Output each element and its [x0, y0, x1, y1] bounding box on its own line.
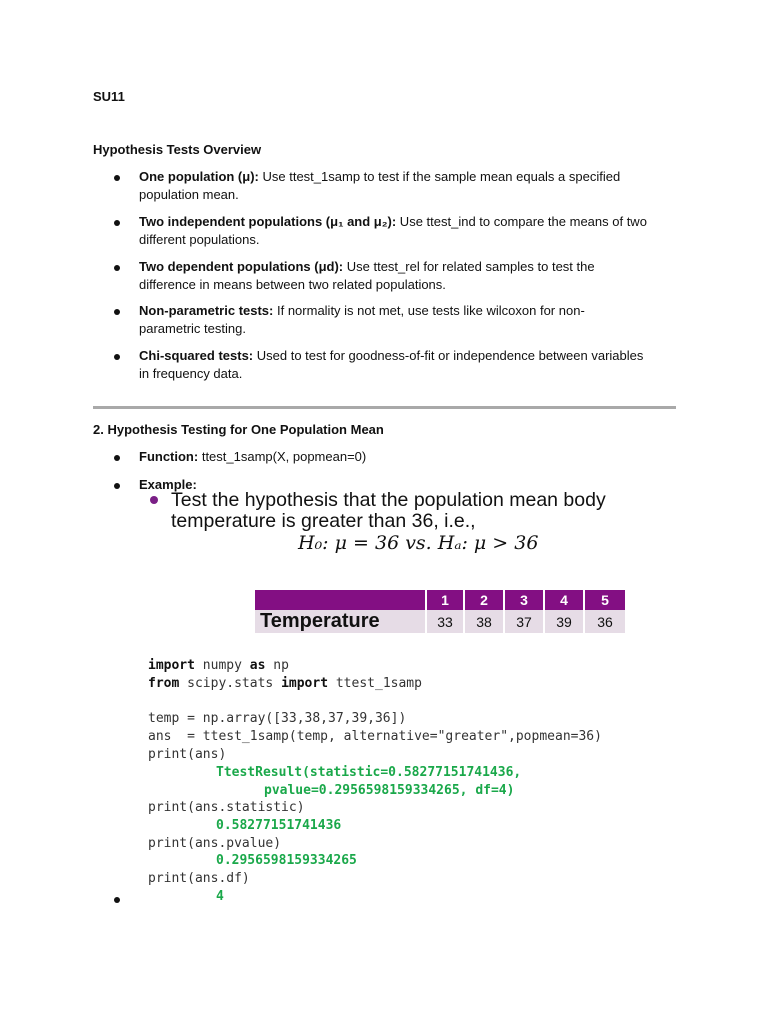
code-line: print(ans.df): [148, 871, 250, 886]
code-output: 4: [216, 889, 224, 904]
item-label: Non-parametric tests:: [139, 303, 274, 318]
table-row: [255, 610, 625, 633]
table-header-row: [255, 590, 625, 610]
section-divider: [93, 406, 676, 409]
item-text-cont: parametric testing.: [139, 321, 246, 336]
code-line: import numpy as np: [148, 658, 289, 673]
slide-text: [148, 490, 748, 532]
code-line: print(ans): [148, 747, 227, 762]
list-item: [139, 302, 679, 338]
code-output: 0.58277151741436: [216, 818, 342, 833]
temperature-table: [255, 590, 625, 633]
code-line: temp = np.array([33,38,37,39,36]): [148, 711, 407, 726]
table-cell: 38: [464, 610, 504, 633]
table-header-cell: 2: [464, 590, 504, 610]
bullet-icon: [114, 455, 120, 461]
item-label: One population (μ):: [139, 169, 259, 184]
list-item: [139, 168, 679, 204]
row-label: Temperature: [255, 610, 426, 633]
slide-line-2: temperature is greater than 36, i.e.,: [171, 510, 476, 532]
table-header-cell: 5: [584, 590, 625, 610]
bullet-icon: [114, 175, 120, 181]
table-cell: 37: [504, 610, 544, 633]
table-header-cell: 1: [426, 590, 464, 610]
item-label: Two dependent populations (μd):: [139, 259, 344, 274]
code-line: print(ans.statistic): [148, 800, 305, 815]
bullet-icon: [114, 354, 120, 360]
item-label: Chi-squared tests:: [139, 348, 254, 363]
overview-heading: Hypothesis Tests Overview: [93, 142, 262, 157]
bullet-icon: [114, 897, 120, 903]
code-output: 0.2956598159334265: [216, 853, 357, 868]
list-item: [139, 258, 679, 294]
hypothesis-equation: H₀: μ = 36 vs. Hₐ: μ > 36: [298, 532, 539, 554]
table-cell: 39: [544, 610, 584, 633]
list-item: [139, 347, 679, 383]
table-header-blank: [255, 590, 426, 610]
table-cell: 36: [584, 610, 625, 633]
code-output: pvalue=0.2956598159334265, df=4): [264, 783, 515, 798]
bullet-icon: [114, 483, 120, 489]
item-text: If normality is not met, use tests like wilcoxon for non-: [273, 303, 585, 318]
bullet-icon: [114, 220, 120, 226]
item-text: Used to test for goodness-of-fit or independence between variables: [253, 348, 644, 363]
code-output: TtestResult(statistic=0.58277151741436,: [216, 765, 522, 780]
item-text-cont: in frequency data.: [139, 366, 243, 381]
table-cell: 33: [426, 610, 464, 633]
function-item: [139, 448, 679, 466]
table-header-cell: 3: [504, 590, 544, 610]
table-header-cell: 4: [544, 590, 584, 610]
item-text: Use ttest_rel for related samples to test the: [343, 259, 595, 274]
list-item: [139, 213, 679, 249]
item-text: Use ttest_ind to compare the means of two: [396, 214, 647, 229]
item-text-cont: difference in means between two related populations.: [139, 277, 446, 292]
code-line: ans = ttest_1samp(temp, alternative="greater",popmean=36): [148, 729, 602, 744]
example-label: Example:: [139, 477, 197, 492]
item-text-cont: population mean.: [139, 187, 239, 202]
bullet-icon: [114, 309, 120, 315]
item-text-cont: different populations.: [139, 232, 260, 247]
page-title: SU11: [93, 89, 125, 104]
function-label: Function:: [139, 449, 199, 464]
bullet-icon: [114, 265, 120, 271]
item-label: Two independent populations (μ₁ and μ₂):: [139, 214, 397, 229]
section-heading: 2. Hypothesis Testing for One Population Mean: [93, 422, 384, 437]
code-line: from scipy.stats import ttest_1samp: [148, 676, 422, 691]
item-text: Use ttest_1samp to test if the sample mean equals a specified: [258, 169, 621, 184]
slide-line-1: Test the hypothesis that the population mean body: [171, 489, 606, 511]
function-text: ttest_1samp(X, popmean=0): [198, 449, 367, 464]
code-line: print(ans.pvalue): [148, 836, 282, 851]
